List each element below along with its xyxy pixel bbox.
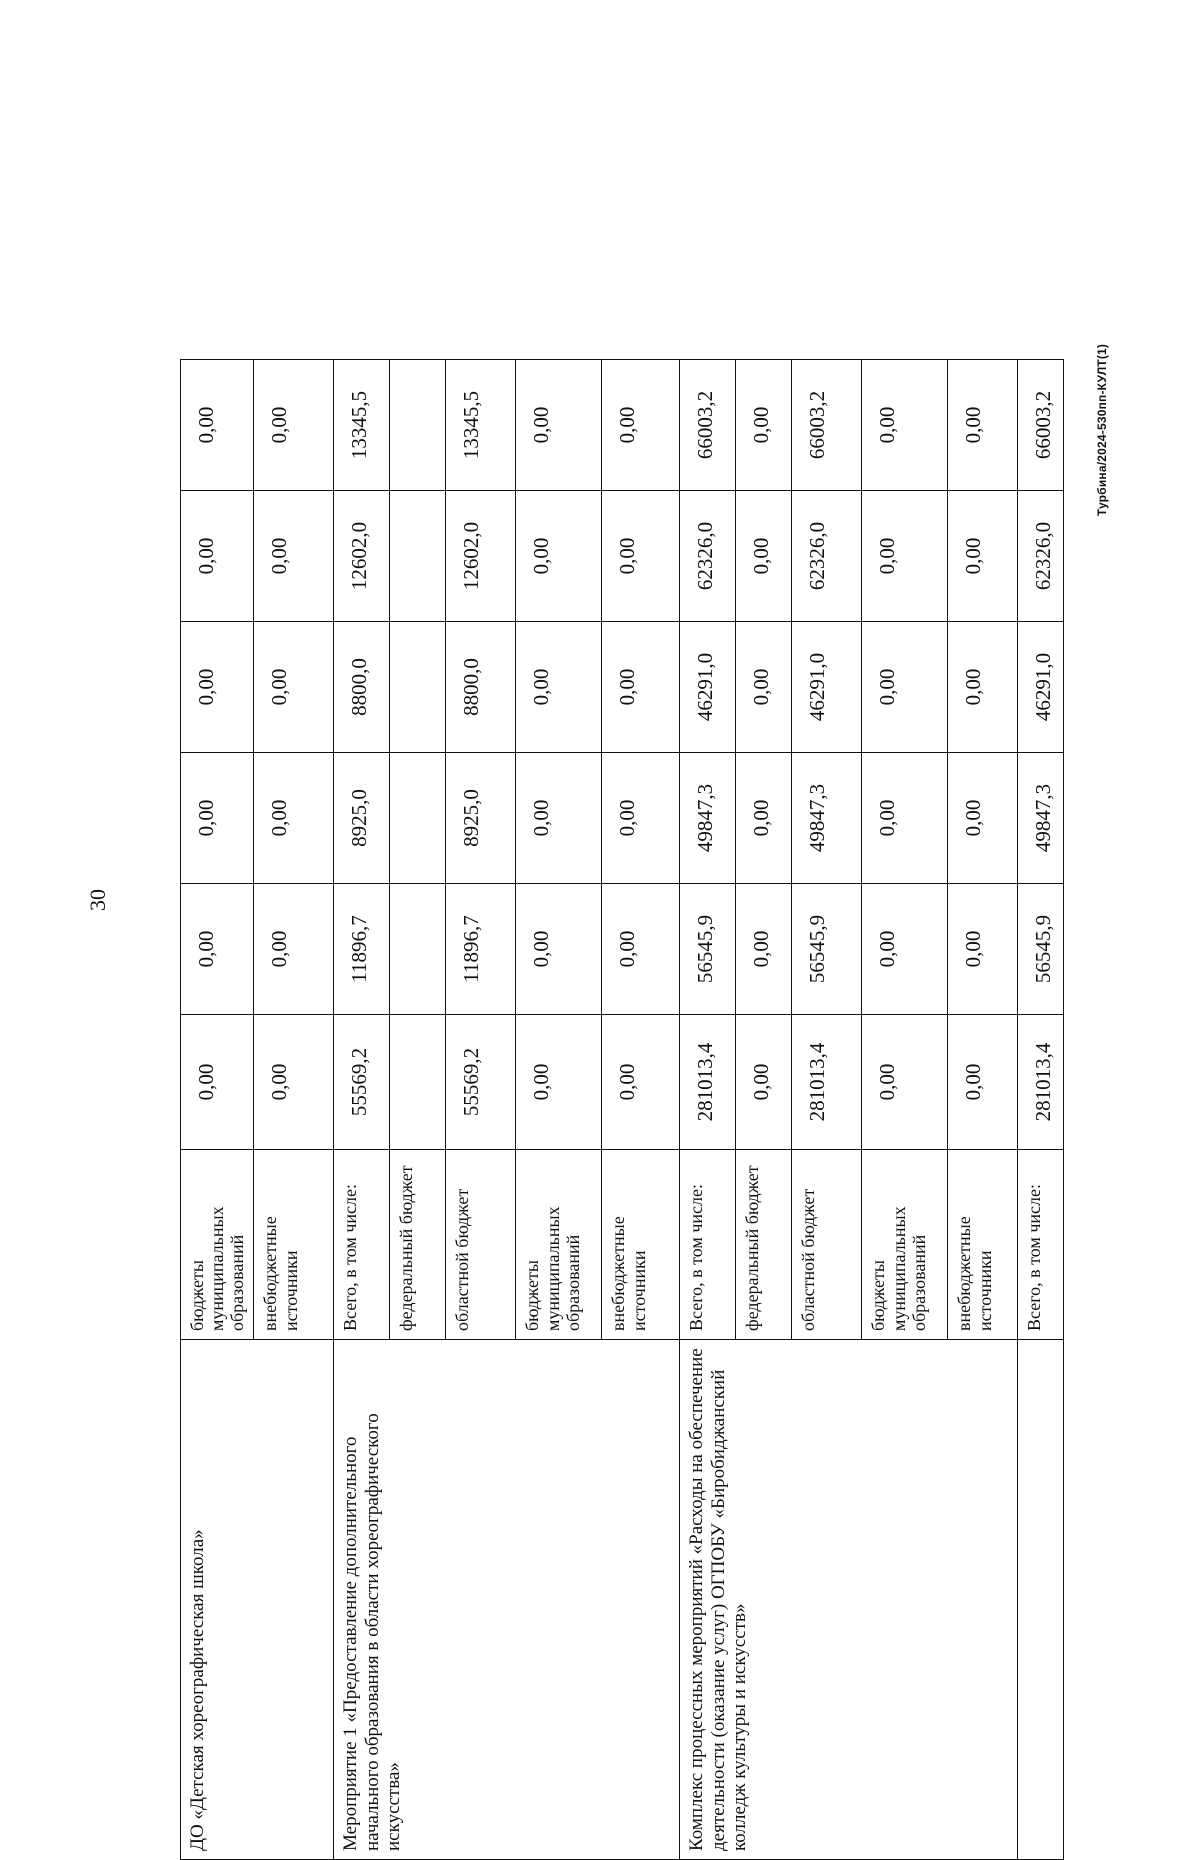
year-value-cell: 66003,2 [1018, 360, 1064, 491]
total-value-cell: 0,00 [736, 1015, 792, 1150]
total-value-cell: 0,00 [602, 1015, 680, 1150]
total-value-cell: 0,00 [516, 1015, 602, 1150]
year-value-cell: 62326,0 [792, 491, 862, 622]
document-code: Турбина/2024-530пп-КУЛТ(1) [1095, 343, 1109, 517]
total-value-cell: 0,00 [254, 1015, 334, 1150]
year-value-cell: 0,00 [181, 753, 254, 884]
year-value-cell: 0,00 [948, 884, 1018, 1015]
year-value-cell: 0,00 [602, 753, 680, 884]
table-row [334, 360, 390, 1860]
year-value-cell: 0,00 [948, 753, 1018, 884]
year-value-cell: 11896,7 [446, 884, 516, 1015]
funding-source-cell: федеральный бюджет [736, 1150, 792, 1340]
program-name-cell: Комплекс процессных мероприятий «Расходы на обеспечение деятельности (оказание услуг) ОГПОБУ «Биробиджанский колледж культуры и искусств» [680, 1340, 1018, 1860]
total-value-cell: 0,00 [862, 1015, 948, 1150]
year-value-cell: 56545,9 [1018, 884, 1064, 1015]
year-value-cell: 0,00 [181, 622, 254, 753]
total-value-cell: 0,00 [181, 1015, 254, 1150]
year-value-cell: 0,00 [948, 622, 1018, 753]
year-value-cell: 46291,0 [680, 622, 736, 753]
year-value-cell: 0,00 [254, 753, 334, 884]
year-value-cell: 46291,0 [1018, 622, 1064, 753]
total-value-cell: 55569,2 [446, 1015, 516, 1150]
year-value-cell: 46291,0 [792, 622, 862, 753]
year-value-cell: 62326,0 [1018, 491, 1064, 622]
year-value-cell [390, 753, 446, 884]
budget-table [180, 359, 1064, 1860]
year-value-cell: 0,00 [602, 884, 680, 1015]
budget-table-container [180, 360, 1060, 1860]
year-value-cell: 0,00 [736, 622, 792, 753]
year-value-cell: 66003,2 [792, 360, 862, 491]
year-value-cell [390, 884, 446, 1015]
year-value-cell: 49847,3 [680, 753, 736, 884]
funding-source-cell: внебюджетные источники [254, 1150, 334, 1340]
funding-source-cell: бюджеты муниципальных образований [516, 1150, 602, 1340]
year-value-cell: 0,00 [736, 884, 792, 1015]
year-value-cell: 0,00 [602, 622, 680, 753]
total-value-cell [390, 1015, 446, 1150]
funding-source-cell: Всего, в том числе: [334, 1150, 390, 1340]
year-value-cell: 0,00 [181, 360, 254, 491]
year-value-cell: 0,00 [254, 360, 334, 491]
year-value-cell: 0,00 [862, 753, 948, 884]
year-value-cell: 0,00 [602, 360, 680, 491]
year-value-cell: 0,00 [516, 622, 602, 753]
funding-source-cell: внебюджетные источники [948, 1150, 1018, 1340]
year-value-cell: 0,00 [862, 360, 948, 491]
year-value-cell: 0,00 [516, 753, 602, 884]
funding-source-cell: внебюджетные источники [602, 1150, 680, 1340]
year-value-cell: 0,00 [948, 491, 1018, 622]
funding-source-cell: бюджеты муниципальных образований [862, 1150, 948, 1340]
year-value-cell: 13345,5 [334, 360, 390, 491]
year-value-cell: 8800,0 [446, 622, 516, 753]
page-number: 30 [85, 889, 110, 911]
year-value-cell: 0,00 [862, 622, 948, 753]
year-value-cell: 0,00 [736, 360, 792, 491]
year-value-cell: 8800,0 [334, 622, 390, 753]
year-value-cell: 12602,0 [334, 491, 390, 622]
year-value-cell: 49847,3 [1018, 753, 1064, 884]
year-value-cell: 0,00 [254, 884, 334, 1015]
year-value-cell: 12602,0 [446, 491, 516, 622]
funding-source-cell: областной бюджет [446, 1150, 516, 1340]
total-value-cell: 281013,4 [1018, 1015, 1064, 1150]
year-value-cell: 8925,0 [334, 753, 390, 884]
year-value-cell: 13345,5 [446, 360, 516, 491]
year-value-cell: 0,00 [516, 360, 602, 491]
program-name-cell: Мероприятие 1 «Предоставление дополнительного начального образования в области хореографического искусства» [334, 1340, 680, 1860]
total-value-cell: 281013,4 [792, 1015, 862, 1150]
total-value-cell: 55569,2 [334, 1015, 390, 1150]
year-value-cell: 49847,3 [792, 753, 862, 884]
total-value-cell: 281013,4 [680, 1015, 736, 1150]
program-name-cell [1018, 1340, 1064, 1860]
year-value-cell: 0,00 [181, 884, 254, 1015]
year-value-cell: 0,00 [181, 491, 254, 622]
year-value-cell: 62326,0 [680, 491, 736, 622]
funding-source-cell: областной бюджет [792, 1150, 862, 1340]
year-value-cell: 0,00 [862, 491, 948, 622]
funding-source-cell: бюджеты муниципальных образований [181, 1150, 254, 1340]
table-row [680, 360, 736, 1860]
year-value-cell: 0,00 [736, 753, 792, 884]
table-row [1018, 360, 1064, 1860]
total-value-cell: 0,00 [948, 1015, 1018, 1150]
funding-source-cell: федеральный бюджет [390, 1150, 446, 1340]
budget-table-body [181, 360, 1064, 1860]
year-value-cell: 0,00 [254, 622, 334, 753]
year-value-cell: 56545,9 [680, 884, 736, 1015]
year-value-cell: 66003,2 [680, 360, 736, 491]
year-value-cell [390, 622, 446, 753]
year-value-cell: 8925,0 [446, 753, 516, 884]
year-value-cell: 0,00 [862, 884, 948, 1015]
funding-source-cell: Всего, в том числе: [1018, 1150, 1064, 1340]
year-value-cell: 0,00 [516, 884, 602, 1015]
year-value-cell: 11896,7 [334, 884, 390, 1015]
table-row [181, 360, 254, 1860]
year-value-cell: 56545,9 [792, 884, 862, 1015]
program-name-cell: ДО «Детская хореографическая школа» [181, 1340, 334, 1860]
year-value-cell: 0,00 [254, 491, 334, 622]
year-value-cell [390, 360, 446, 491]
year-value-cell: 0,00 [948, 360, 1018, 491]
year-value-cell [390, 491, 446, 622]
year-value-cell: 0,00 [516, 491, 602, 622]
year-value-cell: 0,00 [736, 491, 792, 622]
funding-source-cell: Всего, в том числе: [680, 1150, 736, 1340]
year-value-cell: 0,00 [602, 491, 680, 622]
